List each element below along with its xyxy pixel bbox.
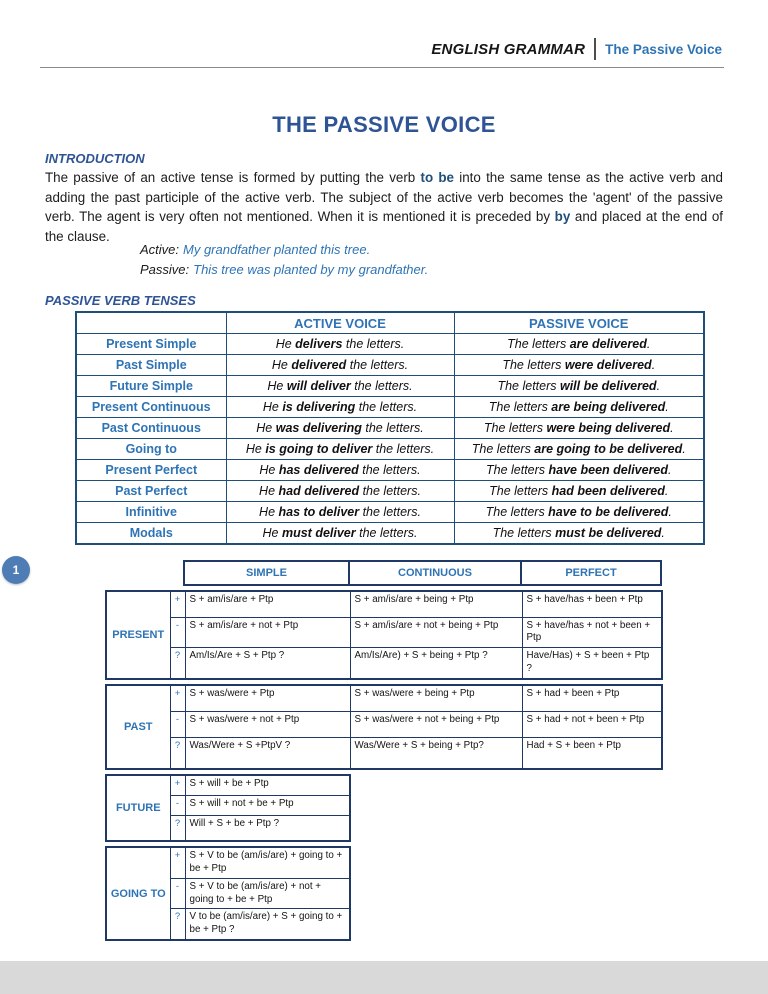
table-row (76, 376, 704, 397)
forms-row (106, 737, 662, 769)
page-bottom-edge (0, 961, 768, 994)
forms-groups (105, 590, 663, 941)
table-row (76, 481, 704, 502)
forms-sign: ? (170, 815, 185, 841)
tense-name: Present Simple (76, 334, 226, 355)
passive-sentence: The letters are going to be delivered. (454, 439, 704, 460)
intro-heading: INTRODUCTION (45, 151, 145, 166)
tenses-col-passive: PASSIVE VOICE (454, 312, 704, 334)
forms-formula: Was/Were + S + being + Ptp? (350, 737, 522, 769)
forms-sign: ? (170, 647, 185, 679)
forms-group-label: PAST (106, 685, 170, 769)
forms-row (106, 647, 662, 679)
active-sentence: He delivered the letters. (226, 355, 454, 376)
forms-table (105, 560, 663, 941)
forms-formula: Had + S + been + Ptp (522, 737, 662, 769)
forms-sign: - (170, 878, 185, 908)
passive-sentence: The letters had been delivered. (454, 481, 704, 502)
forms-formula: S + had + not + been + Ptp (522, 711, 662, 737)
forms-group-label: FUTURE (106, 775, 170, 841)
forms-group-present (105, 590, 663, 680)
document-header (431, 38, 722, 60)
example-label: Passive: (140, 261, 190, 277)
table-row (76, 523, 704, 545)
forms-row (106, 685, 662, 711)
tense-name: Past Perfect (76, 481, 226, 502)
forms-formula: Was/Were + S +PtpV ? (185, 737, 350, 769)
table-row (76, 502, 704, 523)
forms-header-spacer (105, 561, 184, 585)
forms-sign: + (170, 591, 185, 617)
forms-sign: - (170, 711, 185, 737)
tenses-table-body (76, 334, 704, 545)
example-line (140, 240, 428, 260)
intro-paragraph: The passive of an active tense is formed by putting the verb to be into the same tense as the active verb and adding the past participle of the active verb. The subject of the active verb becomes the 'agent' of the passive verb. The agent is very often not mentioned. When it is mentioned it is preceded by by and placed at the end of the clause. (45, 170, 724, 245)
forms-group-future (105, 774, 351, 842)
passive-sentence: The letters will be delivered. (454, 376, 704, 397)
forms-formula: S + was/were + Ptp (185, 685, 350, 711)
forms-col-continuous: CONTINUOUS (349, 561, 521, 585)
header-divider (594, 38, 596, 60)
active-sentence: He was delivering the letters. (226, 418, 454, 439)
forms-col-perfect: PERFECT (521, 561, 661, 585)
active-sentence: He delivers the letters. (226, 334, 454, 355)
forms-formula: S + am/is/are + not + Ptp (185, 617, 350, 647)
tense-name: Modals (76, 523, 226, 545)
forms-row (106, 711, 662, 737)
table-row (76, 334, 704, 355)
passive-sentence: The letters must be delivered. (454, 523, 704, 545)
forms-formula: Am/Is/Are + S + Ptp ? (185, 647, 350, 679)
forms-formula: S + had + been + Ptp (522, 685, 662, 711)
forms-formula: Will + S + be + Ptp ? (185, 815, 350, 841)
table-row (76, 460, 704, 481)
forms-formula: S + was/were + not + Ptp (185, 711, 350, 737)
forms-sign: + (170, 847, 185, 878)
active-sentence: He is delivering the letters. (226, 397, 454, 418)
forms-formula: S + V to be (am/is/are) + going to + be + Ptp (185, 847, 350, 878)
forms-header-row (105, 560, 662, 586)
forms-formula: S + have/has + not + been + Ptp (522, 617, 662, 647)
forms-group-past (105, 684, 663, 770)
example-line (140, 260, 428, 280)
header-brand: ENGLISH GRAMMAR (431, 40, 586, 58)
page-number-badge: 1 (2, 556, 30, 584)
tense-name: Present Continuous (76, 397, 226, 418)
forms-formula: S + V to be (am/is/are) + not + going to + be + Ptp (185, 878, 350, 908)
forms-row (106, 775, 350, 795)
forms-formula: S + will + be + Ptp (185, 775, 350, 795)
example-text: My grandfather planted this tree. (183, 242, 371, 257)
forms-formula: Have/Has) + S + been + Ptp ? (522, 647, 662, 679)
header-topic: The Passive Voice (605, 41, 722, 57)
forms-group-label: PRESENT (106, 591, 170, 679)
header-rule (40, 67, 724, 68)
active-sentence: He has to deliver the letters. (226, 502, 454, 523)
tenses-col-empty (76, 312, 226, 334)
tense-name: Past Simple (76, 355, 226, 376)
forms-sign: - (170, 617, 185, 647)
passive-sentence: The letters were being delivered. (454, 418, 704, 439)
forms-formula: Am/Is/Are) + S + being + Ptp ? (350, 647, 522, 679)
forms-sign: ? (170, 737, 185, 769)
tense-name: Going to (76, 439, 226, 460)
tenses-col-active: ACTIVE VOICE (226, 312, 454, 334)
forms-formula: S + will + not + be + Ptp (185, 795, 350, 815)
table-row (76, 439, 704, 460)
forms-group-going-to (105, 846, 351, 940)
passive-sentence: The letters were delivered. (454, 355, 704, 376)
active-sentence: He must deliver the letters. (226, 523, 454, 545)
table-row (76, 397, 704, 418)
forms-row (106, 847, 350, 878)
forms-sign: - (170, 795, 185, 815)
active-sentence: He has delivered the letters. (226, 460, 454, 481)
forms-col-simple: SIMPLE (184, 561, 349, 585)
example-text: This tree was planted by my grandfather. (193, 261, 429, 277)
forms-formula: S + am/is/are + being + Ptp (350, 591, 522, 617)
passive-sentence: The letters have been delivered. (454, 460, 704, 481)
tenses-header-row (76, 312, 704, 334)
forms-formula: S + am/is/are + Ptp (185, 591, 350, 617)
tense-name: Present Perfect (76, 460, 226, 481)
tenses-heading: PASSIVE VERB TENSES (45, 293, 196, 308)
forms-sign: + (170, 685, 185, 711)
forms-sign: + (170, 775, 185, 795)
tense-name: Future Simple (76, 376, 226, 397)
active-sentence: He had delivered the letters. (226, 481, 454, 502)
tense-name: Past Continuous (76, 418, 226, 439)
passive-sentence: The letters are being delivered. (454, 397, 704, 418)
tenses-table (75, 311, 705, 545)
forms-formula: S + am/is/are + not + being + Ptp (350, 617, 522, 647)
passive-sentence: The letters have to be delivered. (454, 502, 704, 523)
passive-sentence: The letters are delivered. (454, 334, 704, 355)
forms-row (106, 591, 662, 617)
forms-row (106, 617, 662, 647)
forms-formula: S + was/were + not + being + Ptp (350, 711, 522, 737)
page-title: THE PASSIVE VOICE (272, 112, 496, 137)
table-row (76, 418, 704, 439)
tense-name: Infinitive (76, 502, 226, 523)
forms-group-label: GOING TO (106, 847, 170, 939)
forms-formula: S + was/were + being + Ptp (350, 685, 522, 711)
forms-formula: V to be (am/is/are) + S + going to + be + Ptp ? (185, 909, 350, 940)
table-row (76, 355, 704, 376)
example-label: Active: (140, 242, 180, 257)
active-sentence: He will deliver the letters. (226, 376, 454, 397)
example-sentences (140, 240, 428, 279)
active-sentence: He is going to deliver the letters. (226, 439, 454, 460)
forms-formula: S + have/has + been + Ptp (522, 591, 662, 617)
forms-sign: ? (170, 909, 185, 940)
